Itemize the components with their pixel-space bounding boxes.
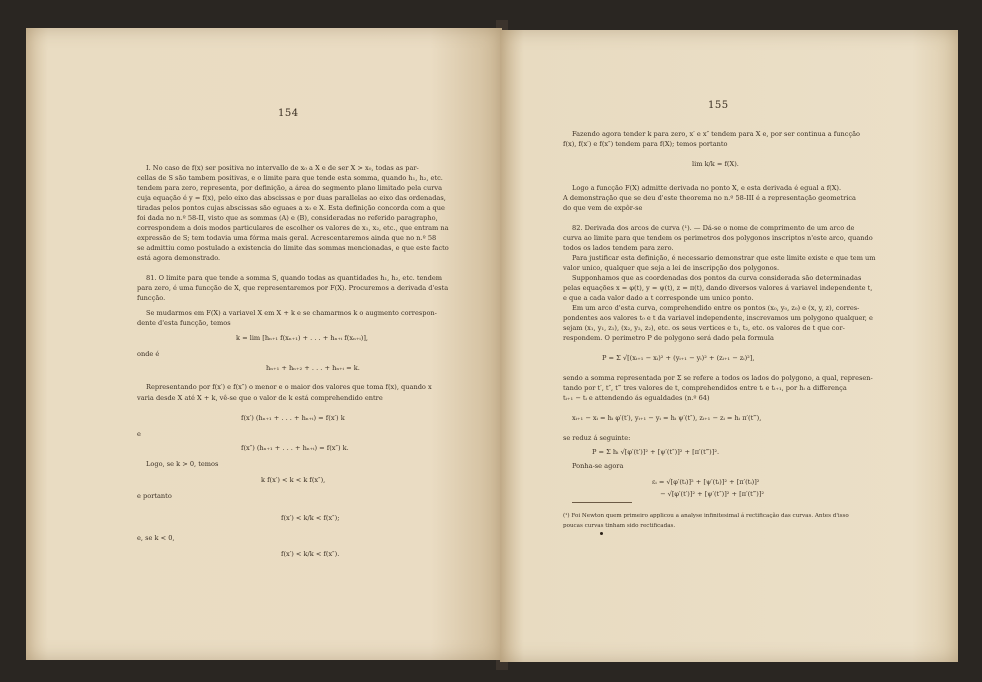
text-line: f(x), f(x′) e f(x″) tendem para f(X); temos portanto [563, 140, 728, 148]
text-line: εᵢ = √[φ′(tᵢ)]² + [ψ′(tᵢ)]² + [π′(tᵢ)]² [652, 478, 760, 486]
text-line: onde é [137, 350, 160, 358]
text-line: cellas de S são tambem positivas, e o limite para que tende esta somma, quando h₁, h₂, etc. [137, 174, 443, 182]
text-line: hₙ₊₁ + hₙ₊₂ + . . . + hₙ₊ᵢ = k. [266, 364, 360, 372]
text-line: está agora demonstrado. [137, 254, 221, 262]
text-line: tᵢ₊₁ − tᵢ e attendendo ás egualdades (n.º 64) [563, 394, 710, 402]
text-line: f(x′) < k/k < f(x″). [281, 550, 340, 558]
text-line: k f(x′) < k < k f(x″), [261, 476, 326, 484]
text-line: f(x′) < k/k < f(x″); [281, 514, 340, 522]
ink-dot [600, 532, 603, 535]
text-line: Se mudarmos em F(X) a variavel X em X + k e se chamarmos k o augmento correspon- [146, 309, 437, 317]
text-line: P = Σ hᵢ √[φ′(t′)]² + [ψ′(t″)]² + [π′(t‴)]². [592, 448, 720, 456]
text-line: e [137, 430, 141, 438]
text-line: pondentes aos valores t₀ e t da variavel independente, inscrevamos um polygono qualquer, e [563, 314, 873, 322]
text-line: varia desde X até X + k, vê-se que o valor de k está comprehendido entre [137, 394, 383, 402]
text-line: 81. O limite para que tende a somma S, quando todas as quantidades h₁, h₂, etc. tendem [146, 274, 443, 282]
text-line: do que vem de expôr-se [563, 204, 643, 212]
text-line: A demonstração que se deu d'este theorema no n.º 58-III é a representação geometrica [563, 194, 856, 202]
page-number: 155 [708, 100, 729, 111]
text-line: k = lim [hₙ₊₁ f(xₙ₊₁) + . . . + hₙ₊ᵢ f(xₙ₊ᵢ)], [236, 334, 368, 342]
text-line: se reduz á seguinte: [563, 434, 631, 442]
text-line: Logo, se k > 0, temos [146, 460, 219, 468]
text-line: f(x′) (hₙ₊₁ + . . . + hₙ₊ᵢ) = f(x′) k [241, 414, 345, 422]
text-line: Fazendo agora tender k para zero, x′ e x″ tendem para X e, por ser continua a funcção [572, 130, 861, 138]
text-line: tendem para zero, representa, por definição, a área do segmento plano limitado pela curva [137, 184, 443, 192]
text-line: xᵢ₊₁ − xᵢ = hᵢ φ′(t′), yᵢ₊₁ − yᵢ = hᵢ ψ′(t″), zᵢ₊₁ − zᵢ = hᵢ π′(t‴), [572, 414, 762, 422]
text-line: correspondem a dois modos particulares de escolher os valores de x₁, x₂, etc., que entram na [137, 224, 449, 232]
text-line: 82. Derivada dos arcos de curva (¹). — Dá-se o nome de comprimento de um arco de [572, 224, 855, 232]
text-line: tando por t′, t″, t‴ tres valores de t, comprehendidos entre tᵢ e tᵢ₊₁, por hᵢ a differença [563, 384, 847, 392]
text-line: tiradas pelos pontos cujas abscissas são eguaes a x₀ e X. Esta definição concorda com a que [137, 204, 445, 212]
text-line: Logo a funcção F(X) admitte derivada no ponto X, e esta derivada é egual a f(X). [572, 184, 842, 192]
text-line: curva ao limite para que tendem os perimetros dos polygonos inscriptos n'este arco, quando [563, 234, 873, 242]
text-line: (¹) Foi Newton quem primeiro applicou a analyse infinitesimal á rectificação das curvas. Antes d'isso [563, 513, 849, 519]
text-line: poucas curvas tinham sido rectificadas. [563, 523, 676, 529]
text-line: e, se k < 0, [137, 534, 175, 542]
text-line: Para justificar esta definição, é necessario demonstrar que este limite existe e que tem um [572, 254, 876, 262]
text-line: dente d'esta funcção, temos [137, 319, 231, 327]
text-line: Supponhamos que as coordenadas dos pontos da curva considerada são determinadas [572, 274, 862, 282]
text-line: Ponha-se agora [572, 462, 624, 470]
text-line: Em um arco d'esta curva, comprehendido entre os pontos (x₀, y₀, z₀) e (x, y, z), corres- [572, 304, 860, 312]
page-number: 154 [278, 108, 299, 119]
text-line: funcção. [137, 294, 166, 302]
text-line: respondem. O perimetro P de polygono será dado pela formula [563, 334, 774, 342]
text-line: valor unico, qualquer que seja a lei de inscripção dos polygonos. [563, 264, 780, 272]
text-line: pelas equações x = φ(t), y = ψ(t), z = π(t), dando diversos valores á variavel independente t, [563, 284, 873, 292]
text-line: − √[φ′(t′)]² + [ψ′(t″)]² + [π′(t‴)]² [660, 490, 765, 498]
text-line: cuja equação é y = f(x), pelo eixo das abscissas e por duas parallelas ao eixo das ordenadas, [137, 194, 446, 202]
text-line: foi dada no n.º 58-II, visto que as sommas (A) e (B), consideradas no referido paragrapho, [137, 214, 438, 222]
left-page [26, 28, 502, 660]
text-line: sendo a somma representada por Σ se refere a todos os lados do polygono, a qual, represen- [563, 374, 873, 382]
right-page [500, 30, 958, 662]
text-line: e portanto [137, 492, 172, 500]
text-line: f(x″) (hₙ₊₁ + . . . + hₙ₊ᵢ) = f(x″) k. [241, 444, 349, 452]
footnote-rule [572, 502, 632, 503]
text-line: I. No caso de f(x) ser positiva no intervallo de x₀ a X e de ser X > x₀, todas as par- [146, 164, 419, 172]
text-line: se admittiu como postulado a existencia do limite das sommas mencionadas, e que este facto [137, 244, 449, 252]
text-line: e que a cada valor dado a t corresponde um unico ponto. [563, 294, 754, 302]
text-line: para zero, é uma funcção de X, que representaremos por F(X). Procuremos a derivada d'esta [137, 284, 449, 292]
text-line: todos os lados tendem para zero. [563, 244, 674, 252]
text-line: lim k/k = f(X). [692, 160, 739, 168]
text-line: sejam (x₁, y₁, z₁), (x₂, y₂, z₂), etc. os seus vertices e t₁, t₂, etc. os valores de t que cor- [563, 324, 845, 332]
text-line: P = Σ √[(xᵢ₊₁ − xᵢ)² + (yᵢ₊₁ − yᵢ)² + (zᵢ₊₁ − zᵢ)²], [602, 354, 755, 362]
text-line: Representando por f(x′) e f(x″) o menor e o maior dos valores que toma f(x), quando x [146, 383, 432, 391]
text-line: expressão de S; tem todavia uma fórma mais geral. Acrescentaremos ainda que no n.º 58 [137, 234, 437, 242]
